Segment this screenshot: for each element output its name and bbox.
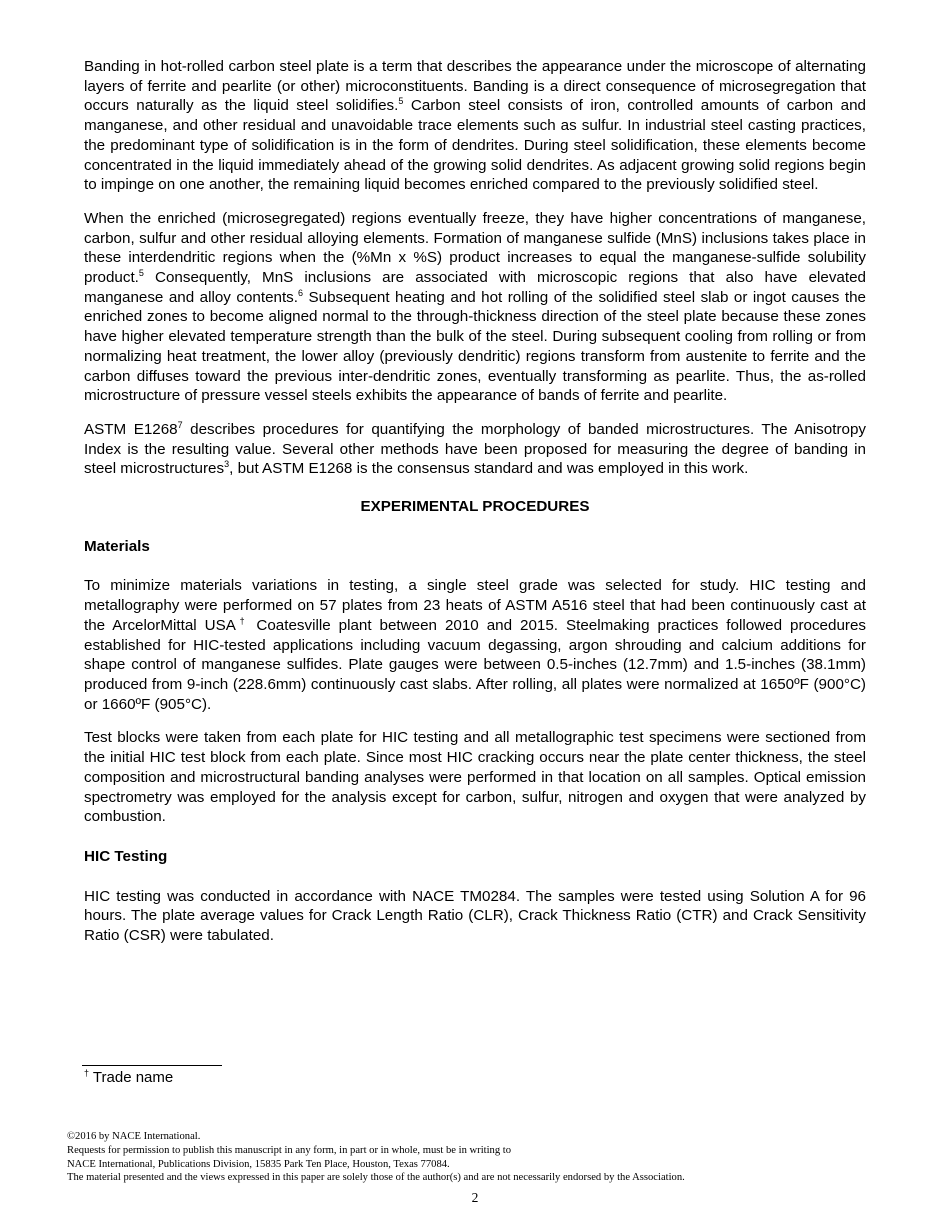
copyright-line: ©2016 by NACE International. (67, 1131, 201, 1142)
reference-superscript: 5 (138, 268, 144, 279)
text-run: Consequently, MnS inclusions are associated with microscopic regions that also have elevated manganese and alloy contents. (84, 269, 866, 306)
paragraph-banding-intro (84, 57, 866, 195)
paragraph-hic-testing: HIC testing was conducted in accordance with NACE TM0284. The samples were tested using Solution A for 96 hours. The plate average values for Crack Length Ratio (CLR), Crack Thickness Ratio (CTR) and Crack Sensitivity Ratio (CSR) were tabulated. (84, 887, 866, 945)
reference-superscript: 3 (224, 459, 230, 470)
address-line: NACE International, Publications Division, 15835 Park Ten Place, Houston, Texas 77084. (67, 1158, 450, 1170)
section-title-experimental-procedures: EXPERIMENTAL PROCEDURES (360, 498, 590, 516)
text-run: Subsequent heating and hot rolling of the solidified steel slab or ingot causes the enriched zones to become aligned normal to the through-thickness direction of the steel plate because these zones have higher elevated temperature strength than the bulk of the steel. During subsequent cooling from rolling or from normalizing heat treatment, the lower alloy (previously dendritic) regions transform from austenite to ferrite and the carbon diffuses toward the previous inter-dendritic zones, eventually transforming as pearlite. Thus, the as-rolled microstructure of pressure vessel steels exhibits the appearance of bands of ferrite and pearlite. (84, 288, 866, 405)
subheading-hic-testing: HIC Testing (84, 847, 168, 865)
footnote-marker: † (235, 615, 249, 626)
text-run: Carbon steel consists of iron, controlled amounts of carbon and manganese, and other residual and unavoidable trace elements such as sulfur. In industrial steel casting practices, the predominant type of solidification is in the form of dendrites. During steel solidification, these elements become concentrated in the liquid immediately ahead of the growing solid dendrites. As adjacent growing solid regions begin to impinge on one another, the remaining liquid becomes enriched compared to the previously solidified steel. (84, 97, 866, 194)
footnote (84, 1068, 173, 1088)
disclaimer-line: The material presented and the views expressed in this paper are solely those of the author(s) and are not necessarily endorsed by the Association. (67, 1172, 685, 1184)
reference-superscript: 6 (298, 287, 304, 298)
paragraph-microsegregation (84, 209, 866, 406)
footnote-marker: † (84, 1068, 90, 1078)
text-run: Banding in hot-rolled carbon steel plate is a term that describes the appearance under the microscope of alternating layers of ferrite and pearlite (or other) microconstituents. Banding is a direct consequence of microsegregation that occurs naturally as the liquid steel solidifies. (84, 58, 866, 115)
paragraph-astm-e1268 (84, 420, 866, 479)
page-number: 2 (471, 1190, 479, 1205)
text-run: When the enriched (microsegregated) regions eventually freeze, they have higher concentrations of manganese, carbon, sulfur and other residual alloying elements. Formation of manganese sulfide (MnS) inclusions takes place in these interdendritic regions when the (%Mn x %S) product increases to equal the manganese-sulfide solubility product. (84, 209, 866, 287)
paragraph-materials (84, 576, 866, 714)
reference-superscript: 5 (398, 96, 404, 107)
subheading-materials: Materials (84, 537, 150, 555)
body-text (84, 57, 866, 960)
permission-line: Requests for permission to publish this manuscript in any form, in part or in whole, must be in writing to (67, 1144, 512, 1156)
paragraph-test-blocks: Test blocks were taken from each plate for HIC testing and all metallographic test specimens were sectioned from the initial HIC test block from each plate. Since most HIC cracking occurs near the plate center thickness, the steel composition and microstructural banding analyses were performed in that location on all samples. Optical emission spectrometry was employed for the analysis except for carbon, sulfur, nitrogen and oxygen that were analyzed by combustion. (84, 729, 866, 826)
footnote-text: Trade name (89, 1069, 174, 1086)
text-run: Coatesville plant between 2010 and 2015. Steelmaking practices followed procedures established for HIC-tested applications including vacuum degassing, argon shrouding and calcium additions for shape control of manganese sulfides. Plate gauges were between 0.5-inches (12.7mm) and 1.5-inches (38.1mm) produced from 9-inch (228.6mm) continuously cast slabs. After rolling, all plates were normalized at 1650ºF (900°C) or 1660ºF (905°C). (84, 616, 866, 713)
footnote-divider (82, 1065, 222, 1066)
text-run: describes procedures for quantifying the morphology of banded microstructures. The Anisotropy Index is the resulting value. Several other methods have been proposed for measuring the degree of banding in steel microstructures (84, 420, 866, 478)
text-run: ASTM E1268 (84, 420, 178, 438)
reference-superscript: 7 (177, 419, 183, 430)
copyright-footer (67, 1130, 883, 1185)
text-run: , but ASTM E1268 is the consensus standard and was employed in this work. (229, 460, 749, 478)
text-run: To minimize materials variations in testing, a single steel grade was selected for study. HIC testing and metallography were performed on 57 plates from 23 heats of ASTM A516 steel that had been continuously cast at the ArcelorMittal USA (84, 577, 866, 634)
